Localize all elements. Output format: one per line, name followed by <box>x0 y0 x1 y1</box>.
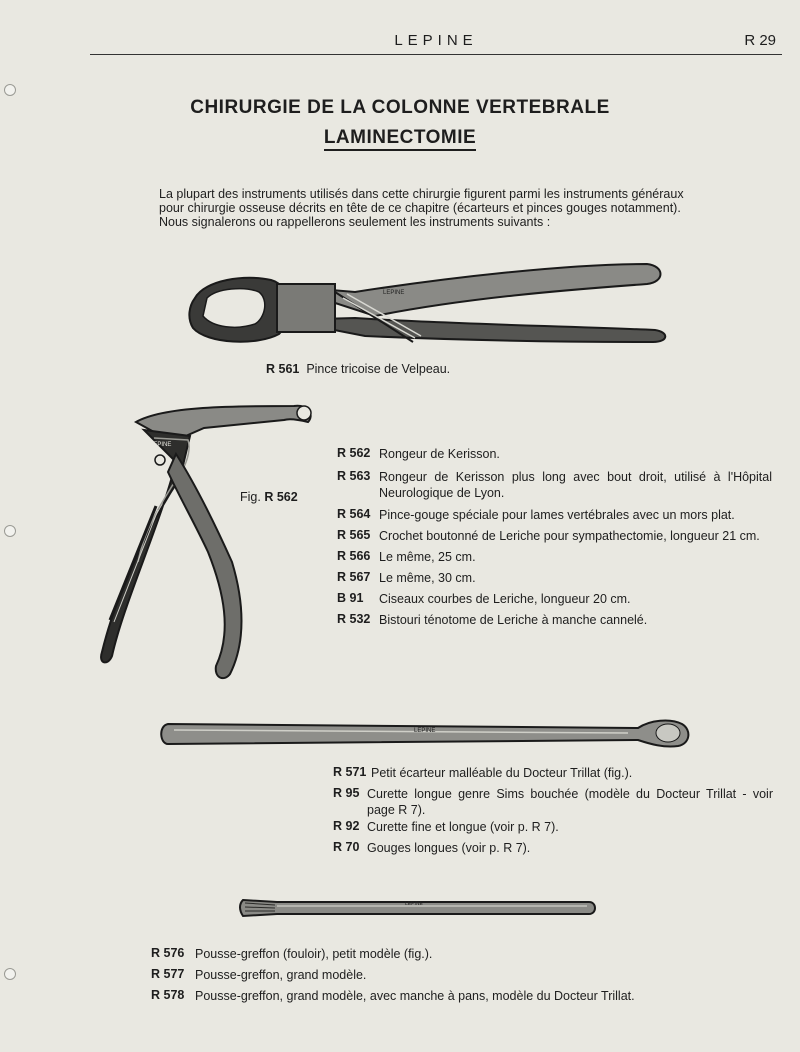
item-code: R 92 <box>333 819 360 833</box>
retractor-illustration <box>158 716 693 752</box>
item-row <box>337 446 772 462</box>
engraving-text: LEPINE <box>414 728 436 734</box>
item-description: Pince-gouge spéciale pour lames vertébrales avec un mors plat. <box>379 508 735 522</box>
page-header <box>90 30 782 55</box>
figure-caption <box>266 362 450 376</box>
item-description: Le même, 25 cm. <box>379 550 476 564</box>
intro-paragraph <box>159 187 705 229</box>
item-row <box>337 591 772 607</box>
item-code: R 563 <box>337 469 371 483</box>
item-description: Gouges longues (voir p. R 7). <box>367 841 531 855</box>
item-code: R 566 <box>337 549 371 563</box>
binder-hole <box>4 84 16 96</box>
item-description: Crochet boutonné de Leriche pour sympathectomie, longueur 21 cm. <box>379 529 760 543</box>
item-description: Pousse-greffon (fouloir), petit modèle (fig.). <box>195 947 433 961</box>
item-description: Bistouri ténotome de Leriche à manche cannelé. <box>379 613 648 627</box>
item-row <box>337 570 772 586</box>
item-code: R 70 <box>333 840 360 854</box>
item-code: B 91 <box>337 591 364 605</box>
item-row <box>333 765 773 781</box>
item-row <box>151 967 671 983</box>
intro-line: La plupart des instruments utilisés dans cette chirurgie figurent parmi les instruments généraux <box>159 187 684 201</box>
rongeur-illustration <box>84 402 324 682</box>
item-code: R 532 <box>337 612 371 626</box>
intro-line: Nous signalerons ou rappellerons seulement les instruments suivants : <box>159 215 551 229</box>
item-row <box>333 819 773 835</box>
item-description: Rongeur de Kerisson. <box>379 447 500 461</box>
item-code: R 562 <box>264 490 298 504</box>
item-description: Curette fine et longue (voir p. R 7). <box>367 820 559 834</box>
item-description: Petit écarteur malléable du Docteur Trillat (fig.). <box>371 766 633 780</box>
item-row <box>151 988 671 1004</box>
item-code: R 95 <box>333 786 360 800</box>
item-row <box>337 528 772 544</box>
item-row <box>151 946 671 962</box>
item-code: R 578 <box>151 988 185 1002</box>
item-row <box>337 549 772 565</box>
item-description: Le même, 30 cm. <box>379 571 476 585</box>
engraving-text: LEPINE <box>405 901 423 907</box>
page-subtitle: LAMINECTOMIE <box>0 127 800 149</box>
item-code: R 571 <box>333 765 367 779</box>
item-row <box>337 507 772 523</box>
intro-line: pour chirurgie osseuse décrits en tête de ce chapitre (écarteurs et pinces gouges notamment). <box>159 201 681 215</box>
brand-name: LEPINE <box>394 32 478 49</box>
binder-hole <box>4 968 16 980</box>
engraving-text: LEPINE <box>383 290 405 296</box>
item-code: R 576 <box>151 946 185 960</box>
item-description: Ciseaux courbes de Leriche, longueur 20 cm. <box>379 592 631 606</box>
item-code: R 562 <box>337 446 371 460</box>
item-row <box>333 786 773 818</box>
item-code: R 565 <box>337 528 371 542</box>
item-code: R 577 <box>151 967 185 981</box>
item-description: Pousse-greffon, grand modèle. <box>195 968 367 982</box>
item-row <box>337 469 772 501</box>
binder-hole <box>4 525 16 537</box>
graft-pusher-illustration <box>237 894 599 920</box>
page-number: R 29 <box>744 32 776 49</box>
engraving-text: LEPINE <box>150 442 172 448</box>
item-row <box>337 612 772 628</box>
item-code: R 567 <box>337 570 371 584</box>
pincer-illustration <box>185 258 670 368</box>
figure-label: Fig. R 562 <box>240 490 298 504</box>
item-description: Pousse-greffon, grand modèle, avec manche à pans, modèle du Docteur Trillat. <box>195 989 635 1003</box>
page-title: CHIRURGIE DE LA COLONNE VERTEBRALE <box>190 97 610 118</box>
item-description: Rongeur de Kerisson plus long avec bout droit, utilisé à l'Hôpital Neurologique de Lyon. <box>379 470 772 500</box>
item-description: Curette longue genre Sims bouchée (modèle du Docteur Trillat - voir page R 7). <box>367 787 773 817</box>
item-code: R 564 <box>337 507 371 521</box>
item-row <box>333 840 773 856</box>
item-description: Pince tricoise de Velpeau. <box>306 362 451 376</box>
item-code: R 561 <box>266 362 300 376</box>
